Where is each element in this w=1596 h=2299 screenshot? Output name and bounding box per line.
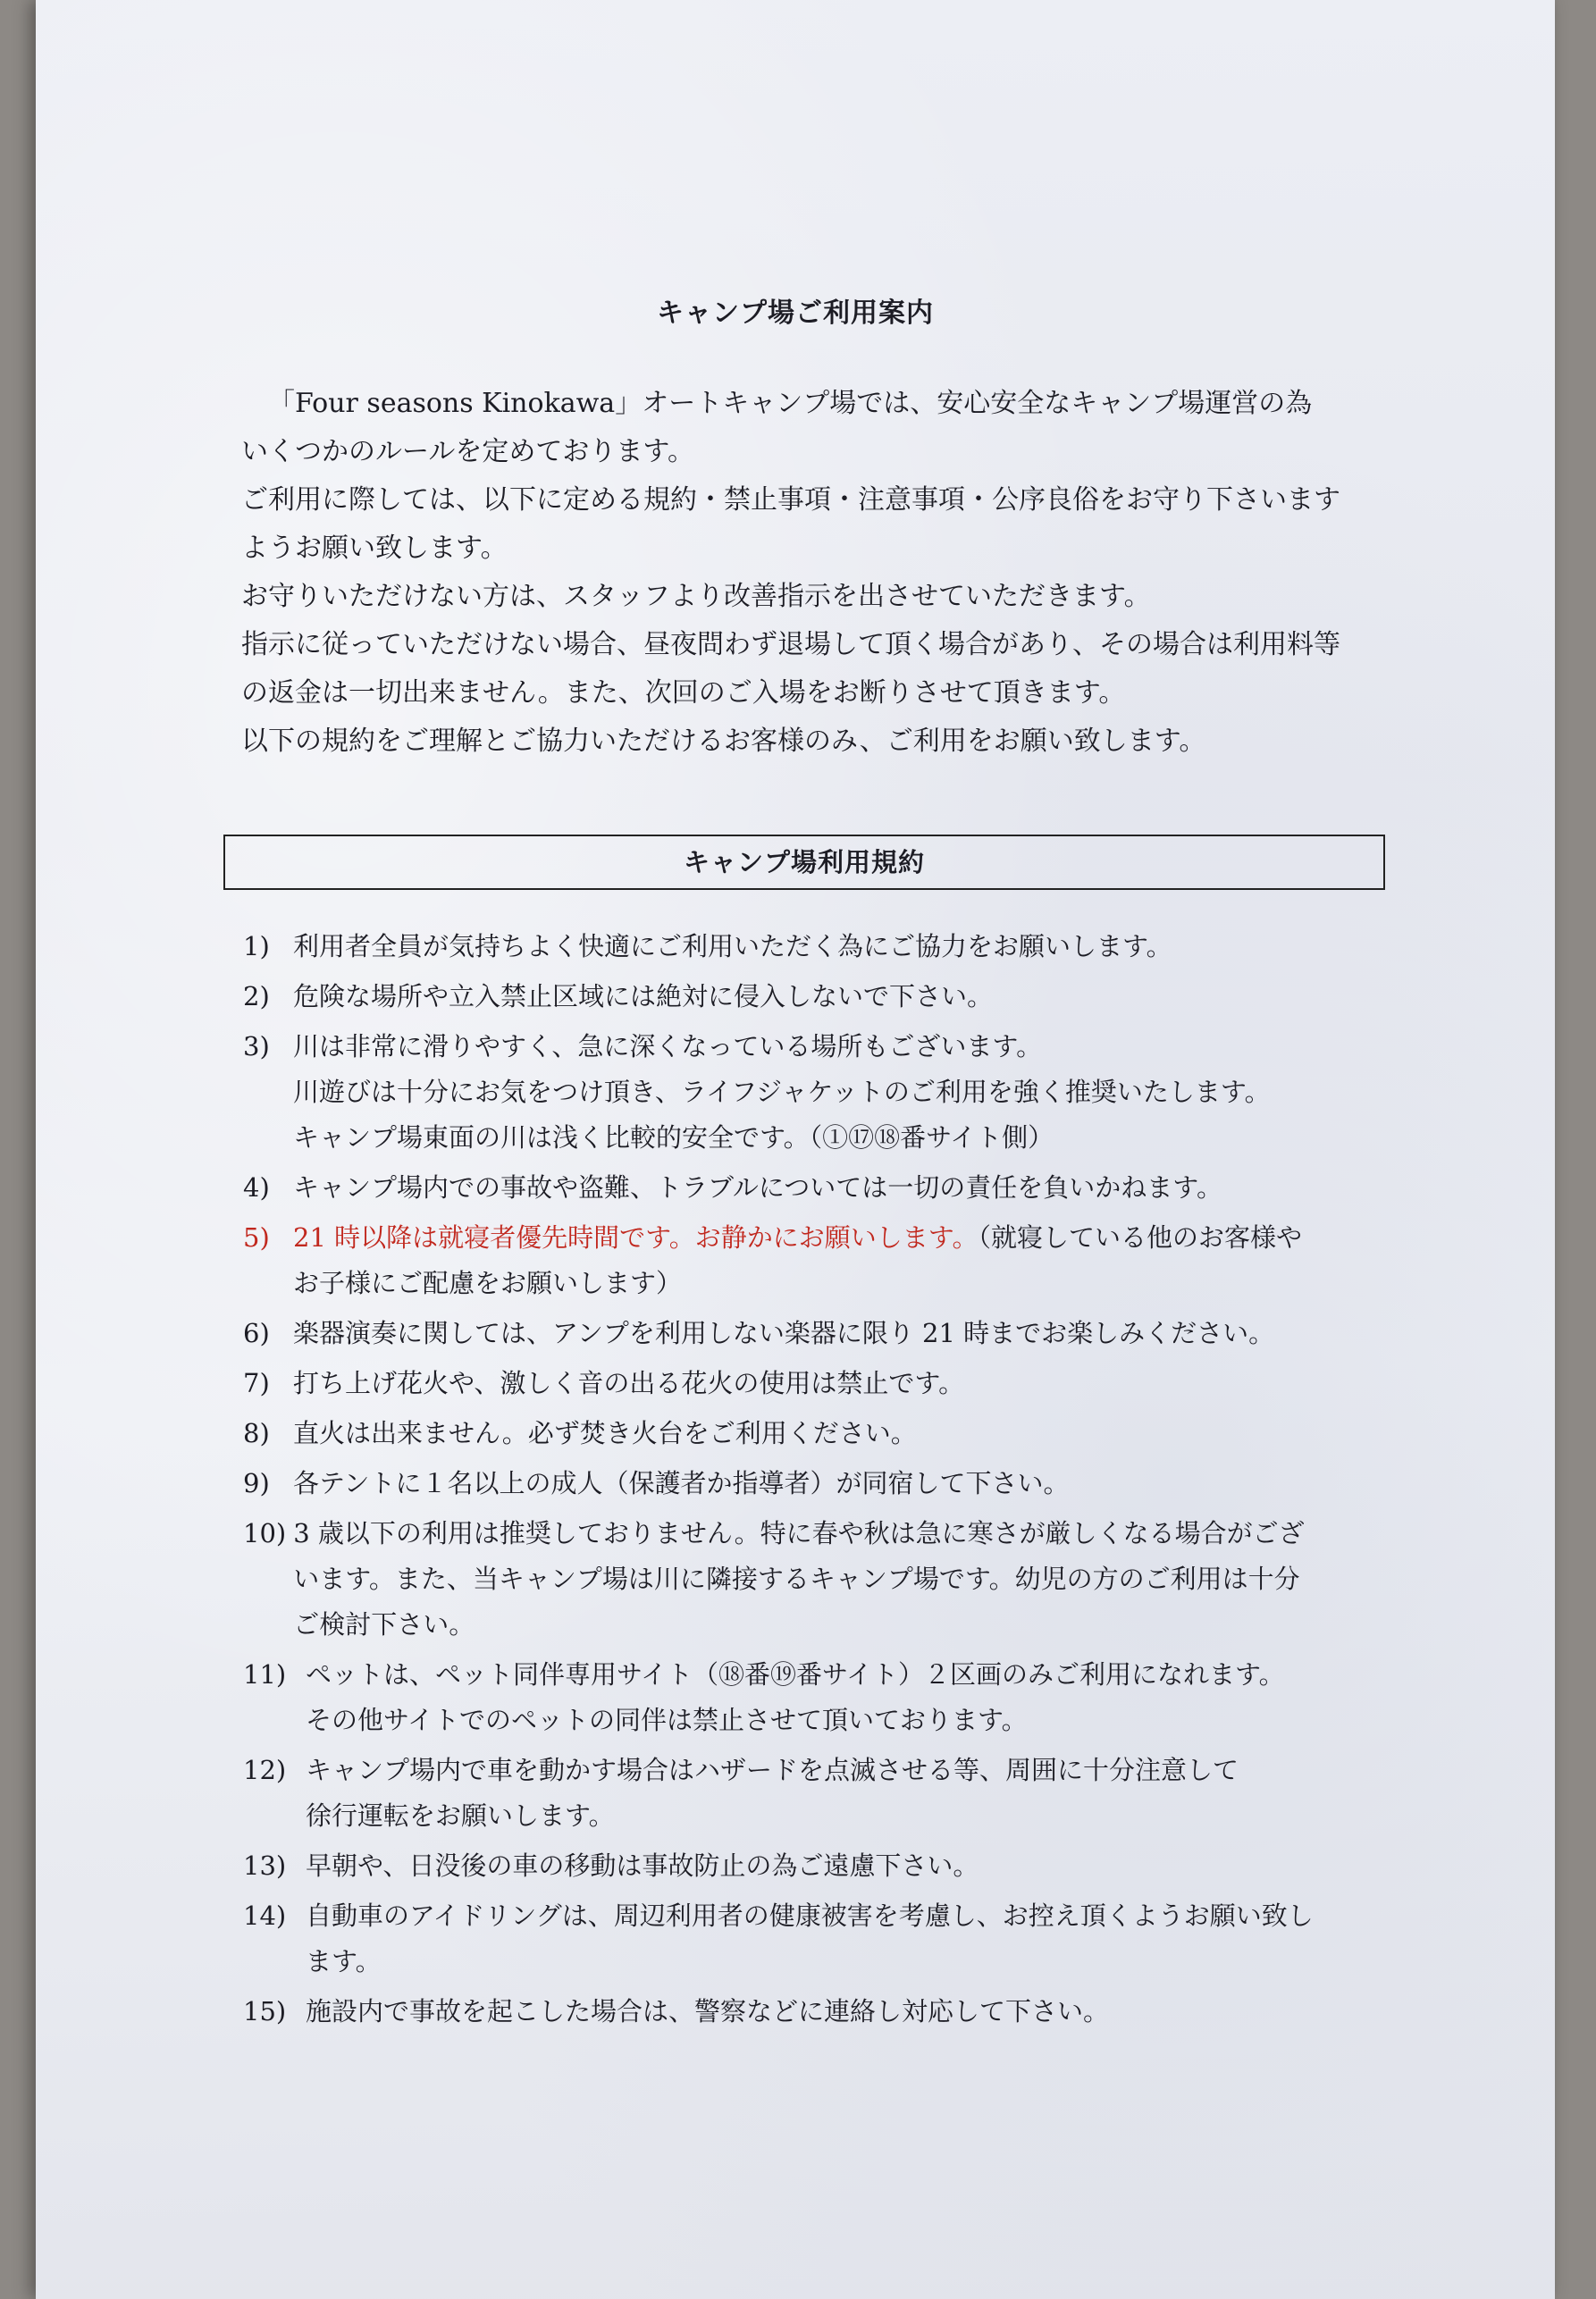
document-title: キャンプ場ご利用案内 bbox=[657, 298, 934, 329]
section-heading-box: キャンプ場利用規約 bbox=[223, 835, 1385, 890]
intro-line: 「Four seasons Kinokawa」オートキャンプ場では、安心安全なキャンプ場運営の為 bbox=[268, 388, 1313, 419]
rule-number: 12) bbox=[243, 1755, 287, 1785]
rule-item-5 bbox=[243, 1215, 1432, 1306]
rule-text: その他サイトでのペットの同伴は禁止させて頂いております。 bbox=[306, 1705, 1028, 1735]
rule-text: 3 歳以下の利用は推奨しておりません。特に春や秋は急に寒さが厳しくなる場合がござ bbox=[293, 1518, 1305, 1548]
rule-item-6 bbox=[243, 1311, 1432, 1356]
rule-text: 川は非常に滑りやすく、急に深くなっている場所もございます。 bbox=[293, 1031, 1043, 1061]
rule-number: 2) bbox=[243, 981, 270, 1011]
rule-item-3 bbox=[243, 1024, 1432, 1161]
rule-text: キャンプ場内で車を動かす場合はハザードを点滅させる等、周囲に十分注意して bbox=[306, 1755, 1239, 1785]
intro-line: の返金は一切出来ません。また、次回のご入場をお断りさせて頂きます。 bbox=[241, 677, 1126, 709]
rule-text: 利用者全員が気持ちよく快適にご利用いただく為にご協力をお願いします。 bbox=[293, 931, 1172, 961]
rule-number: 6) bbox=[243, 1318, 270, 1348]
rule-number: 14) bbox=[243, 1900, 287, 1931]
rule-number: 1) bbox=[243, 931, 270, 961]
rule-text: います。また、当キャンプ場は川に隣接するキャンプ場です。幼児の方のご利用は十分 bbox=[293, 1564, 1300, 1594]
rule-item-4 bbox=[243, 1165, 1432, 1211]
rule-item-13 bbox=[243, 1843, 1432, 1889]
rule-number: 3) bbox=[243, 1031, 270, 1061]
rule-item-11 bbox=[243, 1652, 1432, 1743]
intro-line: 以下の規約をご理解とご協力いただけるお客様のみ、ご利用をお願い致します。 bbox=[241, 726, 1206, 757]
rule-item-10 bbox=[243, 1511, 1432, 1648]
rule-text-line bbox=[293, 1215, 1432, 1261]
rule-item-1 bbox=[243, 924, 1432, 969]
rule-item-15 bbox=[243, 1989, 1432, 2035]
rule-text: 打ち上げ花火や、激しく音の出る花火の使用は禁止です。 bbox=[293, 1368, 965, 1398]
intro-paragraph bbox=[241, 380, 1421, 766]
rule-number: 7) bbox=[243, 1368, 270, 1398]
intro-line: お守りいただけない方は、スタッフより改善指示を出させていただきます。 bbox=[241, 581, 1151, 612]
intro-line: ご利用に際しては、以下に定める規約・禁止事項・注意事項・公序良俗をお守り下さいます bbox=[241, 484, 1340, 516]
rule-number: 8) bbox=[243, 1418, 270, 1448]
intro-line: 指示に従っていただけない場合、昼夜問わず退場して頂く場合があり、その場合は利用料等 bbox=[241, 629, 1340, 660]
paper-sheet bbox=[36, 0, 1555, 2299]
rule-number: 15) bbox=[243, 1996, 287, 2026]
rule-text: ます。 bbox=[306, 1946, 382, 1976]
rule-item-14 bbox=[243, 1893, 1432, 1984]
rule-text: ご検討下さい。 bbox=[293, 1609, 475, 1640]
rule-text: 自動車のアイドリングは、周辺利用者の健康被害を考慮し、お控え頂くようお願い致し bbox=[306, 1900, 1314, 1931]
rule-number: 4) bbox=[243, 1172, 270, 1203]
intro-line: ようお願い致します。 bbox=[241, 533, 508, 564]
rule-text: 楽器演奏に関しては、アンプを利用しない楽器に限り 21 時までお楽しみください。 bbox=[293, 1318, 1275, 1348]
rule-text: 施設内で事故を起こした場合は、警察などに連絡し対応して下さい。 bbox=[306, 1996, 1110, 2026]
rule-item-2 bbox=[243, 974, 1432, 1019]
rule-text: お子様にご配慮をお願いします） bbox=[293, 1268, 683, 1298]
rule-text: 各テントに１名以上の成人（保護者か指導者）が同宿して下さい。 bbox=[293, 1468, 1070, 1498]
rule-item-7 bbox=[243, 1361, 1432, 1406]
rule-number: 13) bbox=[243, 1850, 287, 1881]
document bbox=[36, 0, 1555, 2299]
rule-number: 5) bbox=[243, 1222, 270, 1253]
rule-item-9 bbox=[243, 1461, 1432, 1506]
rule-text: （就寝している他のお客様や bbox=[978, 1222, 1302, 1253]
rule-text: 直火は出来ません。必ず焚き火台をご利用ください。 bbox=[293, 1418, 917, 1448]
rule-text: 危険な場所や立入禁止区域には絶対に侵入しないで下さい。 bbox=[293, 981, 994, 1011]
rule-item-8 bbox=[243, 1411, 1432, 1456]
rule-number: 11) bbox=[243, 1659, 287, 1690]
quiet-hours-warning: 21 時以降は就寝者優先時間です。お静かにお願いします。 bbox=[293, 1222, 979, 1253]
rule-text: キャンプ場東面の川は浅く比較的安全です。（①⑰⑱番サイト側） bbox=[293, 1122, 1054, 1153]
rule-item-12 bbox=[243, 1748, 1432, 1839]
rule-number: 10) bbox=[243, 1518, 287, 1548]
rules-list bbox=[243, 924, 1432, 2035]
rule-text: キャンプ場内での事故や盗難、トラブルについては一切の責任を負いかねます。 bbox=[293, 1172, 1222, 1203]
rule-text: 徐行運転をお願いします。 bbox=[306, 1800, 615, 1831]
rule-number: 9) bbox=[243, 1468, 270, 1498]
rule-text: 川遊びは十分にお気をつけ頂き、ライフジャケットのご利用を強く推奨いたします。 bbox=[293, 1077, 1271, 1107]
rule-text: ペットは、ペット同伴専用サイト（⑱番⑲番サイト）２区画のみご利用になれます。 bbox=[306, 1659, 1285, 1690]
intro-line: いくつかのルールを定めております。 bbox=[241, 436, 694, 467]
rule-text: 早朝や、日没後の車の移動は事故防止の為ご遠慮下さい。 bbox=[306, 1850, 979, 1881]
